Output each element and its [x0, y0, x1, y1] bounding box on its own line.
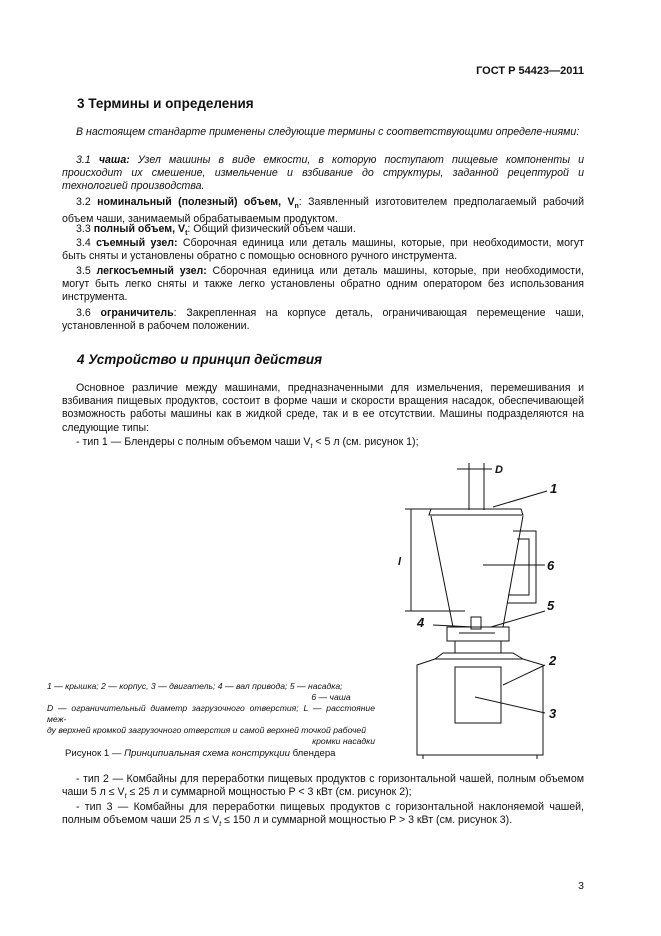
leader-2	[503, 665, 545, 685]
blender-diagram	[395, 455, 595, 765]
label-2: 2	[549, 653, 557, 668]
label-d: D	[495, 464, 503, 476]
label-4: 4	[417, 615, 425, 630]
label-6: 6	[547, 558, 555, 573]
leader-1	[493, 491, 547, 507]
label-3: 3	[549, 706, 557, 721]
type-3-text: - тип 3 — Комбайны для переработки пищевых продуктов с горизонтальной наклоняемой чашей, полным объемом чаши 25 $л \le V_t \le 150$ л и суммарной мощностью P > 3 кВт (см. рисунок 3).	[62, 801, 584, 829]
leader-5	[491, 611, 545, 627]
term-3-5: 3.5 легкосъемный узел: Сборочная единица или деталь машины, которые, при необходимости, могут быть легко сняты и также легко установлены обратно одним оператором без использования инструмента.	[62, 265, 585, 304]
page-number: 3	[578, 880, 584, 892]
term-3-6: 3.6 ограничитель: Закрепленная на корпусе деталь, ограничивающая перемещение чаши, установленной в рабочем положении.	[62, 307, 584, 333]
label-5: 5	[547, 598, 555, 613]
label-l: l	[398, 556, 402, 568]
label-1: 1	[550, 481, 558, 496]
type-2-text: - тип 2 — Комбайны для переработки пищевых продуктов с горизонтальной чашей, полным объемом чаши 5 $л \le V_t \le 25$ л и суммарной мощностью P < 3 кВт (см. рисунок 2);	[62, 773, 584, 801]
section-4-title: 4 Устройство и принцип действия	[77, 352, 323, 367]
section-4-para1: Основное различие между машинами, предназначенными для измельчения, перемешивания и взбивания пищевых продуктов, состоит в форме чаши и скорости вращения насадок, обеспечивающей возможность работы машины как в жидкой среде, так и в ее отсутствии. Машины подразделяются на следующие типы:	[62, 382, 584, 434]
bowl-handle	[507, 531, 536, 603]
document-id: ГОСТ Р 54423—2011	[476, 65, 584, 77]
section-3-intro: В настоящем стандарте применены следующие термины с соответствующими определе-ниями:	[76, 126, 580, 138]
motor-shape	[455, 667, 501, 723]
term-3-1: 3.1 чаша: Узел машины в виде емкости, в которую поступают пищевые компоненты и происходит их смешение, измельчение и взбивание до структуры, заданной рецептурой и технологией производства.	[62, 154, 584, 193]
lid-shape	[429, 509, 523, 515]
leader-3	[475, 697, 545, 713]
term-3-4: 3.4 съемный узел: Сборочная единица или деталь машины, которые, при необходимости, могут быть сняты и установлены обратно с помощью основного ручного инструмента.	[62, 237, 584, 263]
term-3-3: 3.3 полный объем, $V_t$: Общий физический объем чаши.	[76, 223, 356, 238]
bowl-shape	[431, 516, 523, 627]
housing-shape	[417, 659, 543, 755]
figure-caption: Рисунок 1 — Принципиальная схема конструкции блендера	[65, 748, 336, 759]
type-1-text: - тип 1 — Блендеры с полным объемом чаши $V_t < 5$ л (см. рисунок 1);	[76, 436, 419, 451]
figure-legend: 1 — крышка; 2 — корпус, 3 — двигатель; 4 — вал привода; 5 — насадка; 6 — чаша D — ограничительный диаметр загрузочного отверстия; L — расстояние меж- ду верхней кромкой загрузочного отверстия и самой верхней точкой рабочей кромки насадки	[47, 681, 375, 746]
coupling	[455, 641, 501, 653]
term-3-2: 3.2 номинальный (полезный) объем, $V_n$: Заявленный изготовителем предполагаемый рабочий объем чаши, занимаемый обрабатываемым продуктом.	[62, 196, 584, 226]
section-3-title: 3 Термины и определения	[77, 96, 254, 111]
